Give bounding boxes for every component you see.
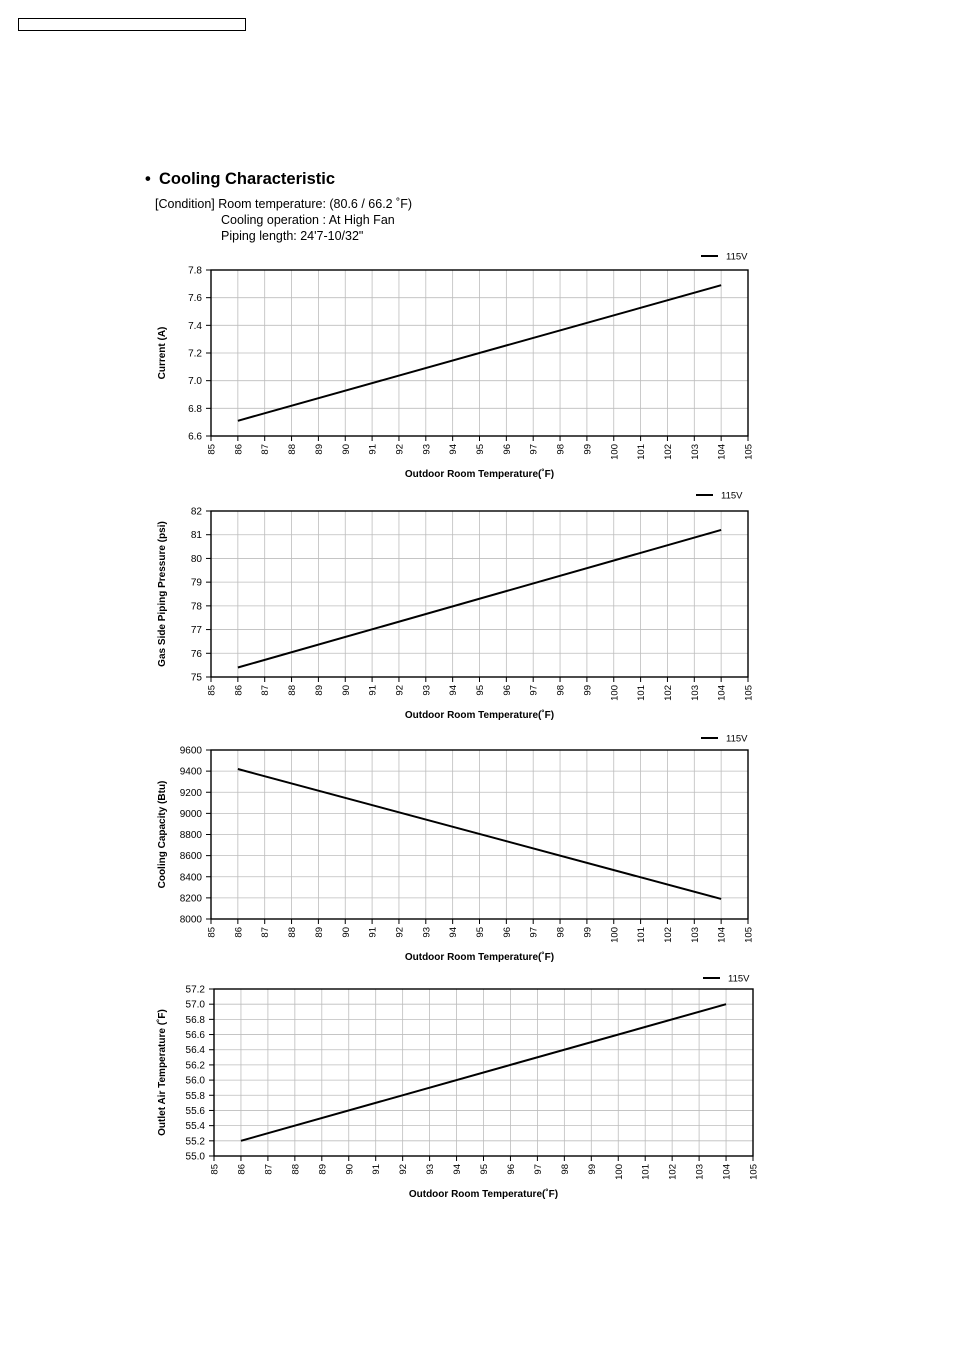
x-tick-label: 102 <box>662 927 674 943</box>
y-axis-title: Outlet Air Temperature (˚F) <box>157 1009 168 1136</box>
y-tick-label: 7.6 <box>188 293 202 305</box>
y-tick-label: 76 <box>190 648 202 660</box>
x-tick-label: 98 <box>555 927 567 938</box>
x-tick-label: 85 <box>209 1164 221 1175</box>
y-tick-label: 9400 <box>179 766 202 778</box>
y-axis-title: Current (A) <box>157 326 168 380</box>
x-tick-label: 105 <box>743 444 755 460</box>
x-tick-label: 95 <box>475 444 486 455</box>
x-tick-label: 95 <box>479 1164 490 1175</box>
x-tick-label: 87 <box>260 444 272 455</box>
y-tick-label: 56.4 <box>185 1045 205 1057</box>
legend-label: 115V <box>726 251 748 263</box>
x-tick-label: 90 <box>340 444 352 455</box>
y-tick-label: 81 <box>190 530 202 542</box>
x-tick-label: 94 <box>448 685 460 696</box>
y-tick-label: 57.0 <box>185 999 205 1011</box>
x-tick-label: 91 <box>367 685 379 696</box>
x-tick-label: 97 <box>532 1164 544 1175</box>
x-tick-label: 97 <box>528 927 540 938</box>
section-title-text: Cooling Characteristic <box>159 170 336 188</box>
y-tick-label: 8000 <box>179 914 202 926</box>
x-tick-label: 98 <box>555 685 567 696</box>
x-tick-label: 95 <box>475 685 486 696</box>
x-tick-label: 101 <box>636 685 648 701</box>
x-tick-label: 93 <box>421 444 433 455</box>
x-tick-label: 87 <box>260 685 272 696</box>
x-tick-label: 96 <box>501 927 513 938</box>
x-tick-label: 91 <box>367 444 379 455</box>
x-tick-label: 88 <box>287 927 299 938</box>
x-tick-label: 94 <box>448 444 460 455</box>
y-tick-label: 6.8 <box>188 403 202 415</box>
x-tick-label: 93 <box>421 685 433 696</box>
x-tick-label: 99 <box>582 685 594 696</box>
x-tick-label: 100 <box>609 685 621 701</box>
x-tick-label: 95 <box>475 927 486 938</box>
x-tick-label: 101 <box>636 927 648 943</box>
x-tick-label: 97 <box>528 444 540 455</box>
legend-label: 115V <box>728 973 750 985</box>
x-tick-label: 86 <box>233 685 245 696</box>
x-tick-label: 94 <box>452 1164 464 1175</box>
section-title <box>145 170 335 189</box>
x-tick-label: 98 <box>559 1164 571 1175</box>
y-tick-label: 8200 <box>179 893 202 905</box>
legend-label: 115V <box>726 733 748 745</box>
x-tick-label: 91 <box>367 927 379 938</box>
x-tick-label: 85 <box>206 685 218 696</box>
legend-label: 115V <box>721 490 743 502</box>
x-tick-label: 99 <box>586 1164 598 1175</box>
y-tick-label: 55.8 <box>185 1090 205 1102</box>
condition-line-2: Cooling operation : At High Fan <box>221 213 395 227</box>
x-tick-label: 89 <box>313 685 325 696</box>
x-tick-label: 104 <box>716 685 728 701</box>
x-tick-label: 89 <box>313 444 325 455</box>
y-tick-label: 56.6 <box>185 1030 205 1042</box>
y-tick-label: 77 <box>190 625 202 637</box>
x-tick-label: 103 <box>689 927 701 943</box>
y-tick-label: 75 <box>190 672 202 684</box>
y-tick-label: 56.2 <box>185 1060 205 1072</box>
y-tick-label: 56.0 <box>185 1075 205 1087</box>
x-tick-label: 96 <box>501 685 513 696</box>
condition-line-1: [Condition] Room temperature: (80.6 / 66.2 ˚F) <box>155 197 413 211</box>
x-tick-label: 87 <box>260 927 272 938</box>
y-tick-label: 55.2 <box>185 1136 205 1148</box>
y-tick-label: 55.0 <box>185 1151 205 1163</box>
x-tick-label: 90 <box>344 1164 356 1175</box>
y-tick-label: 80 <box>190 553 202 565</box>
x-tick-label: 88 <box>287 444 299 455</box>
x-axis-title: Outdoor Room Temperature(˚F) <box>408 1189 559 1200</box>
y-tick-label: 7.8 <box>188 265 202 277</box>
x-tick-label: 93 <box>425 1164 437 1175</box>
x-tick-label: 100 <box>613 1164 625 1180</box>
y-tick-label: 6.6 <box>188 431 202 443</box>
x-tick-label: 90 <box>340 927 352 938</box>
x-tick-label: 105 <box>743 685 755 701</box>
outlet-air-chart <box>0 968 954 1204</box>
y-tick-label: 7.2 <box>188 348 202 360</box>
x-tick-label: 101 <box>636 444 648 460</box>
x-tick-label: 86 <box>233 444 245 455</box>
x-tick-label: 102 <box>662 444 674 460</box>
gas-pressure-chart <box>0 487 954 723</box>
y-tick-label: 82 <box>190 506 202 518</box>
y-tick-label: 7.0 <box>188 376 202 388</box>
x-tick-label: 103 <box>689 444 701 460</box>
x-tick-label: 105 <box>743 927 755 943</box>
x-tick-label: 102 <box>662 685 674 701</box>
y-tick-label: 57.2 <box>185 984 205 996</box>
x-tick-label: 89 <box>317 1164 329 1175</box>
x-tick-label: 99 <box>582 927 594 938</box>
x-tick-label: 100 <box>609 444 621 460</box>
current-chart <box>0 246 954 482</box>
x-tick-label: 98 <box>555 444 567 455</box>
x-tick-label: 85 <box>206 444 218 455</box>
x-tick-label: 90 <box>340 685 352 696</box>
y-tick-label: 79 <box>190 577 202 589</box>
x-tick-label: 88 <box>287 685 299 696</box>
x-tick-label: 86 <box>236 1164 248 1175</box>
cooling-capacity-chart <box>0 728 954 964</box>
x-tick-label: 96 <box>505 1164 517 1175</box>
y-axis-title: Cooling Capacity (Btu) <box>157 780 168 889</box>
x-tick-label: 88 <box>290 1164 302 1175</box>
x-tick-label: 104 <box>716 444 728 460</box>
y-tick-label: 8400 <box>179 872 202 884</box>
x-tick-label: 102 <box>667 1164 679 1180</box>
x-tick-label: 92 <box>394 444 406 455</box>
x-tick-label: 92 <box>394 927 406 938</box>
y-tick-label: 55.4 <box>185 1121 205 1133</box>
x-tick-label: 100 <box>609 927 621 943</box>
y-tick-label: 9000 <box>179 808 202 820</box>
x-tick-label: 105 <box>748 1164 760 1180</box>
y-tick-label: 7.4 <box>188 320 202 332</box>
x-tick-label: 89 <box>313 927 325 938</box>
x-tick-label: 87 <box>263 1164 275 1175</box>
x-axis-title: Outdoor Room Temperature(˚F) <box>404 952 555 963</box>
x-tick-label: 99 <box>582 444 594 455</box>
x-axis-title: Outdoor Room Temperature(˚F) <box>404 710 555 721</box>
x-tick-label: 104 <box>716 927 728 943</box>
y-tick-label: 9600 <box>179 745 202 757</box>
x-tick-label: 103 <box>694 1164 706 1180</box>
x-tick-label: 86 <box>233 927 245 938</box>
x-tick-label: 96 <box>501 443 513 455</box>
x-tick-label: 92 <box>398 1164 410 1175</box>
x-tick-label: 104 <box>721 1164 733 1180</box>
y-tick-label: 8800 <box>179 830 202 841</box>
bullet-icon: • <box>145 170 151 188</box>
x-tick-label: 91 <box>371 1164 383 1175</box>
x-tick-label: 85 <box>206 927 218 938</box>
y-tick-label: 8600 <box>179 851 202 863</box>
x-tick-label: 103 <box>689 685 701 701</box>
x-tick-label: 97 <box>528 685 540 696</box>
x-tick-label: 94 <box>448 927 460 938</box>
header-box <box>18 18 246 31</box>
y-axis-title: Gas Side Piping Pressure (psi) <box>157 521 168 667</box>
x-tick-label: 101 <box>640 1164 652 1180</box>
y-tick-label: 9200 <box>179 787 202 799</box>
condition-line-3: Piping length: 24'7-10/32" <box>221 229 364 243</box>
y-tick-label: 56.8 <box>185 1014 205 1026</box>
x-tick-label: 93 <box>421 927 433 938</box>
x-tick-label: 92 <box>394 685 406 696</box>
y-tick-label: 55.6 <box>185 1105 205 1117</box>
x-axis-title: Outdoor Room Temperature(˚F) <box>404 469 555 480</box>
y-tick-label: 78 <box>190 601 202 613</box>
